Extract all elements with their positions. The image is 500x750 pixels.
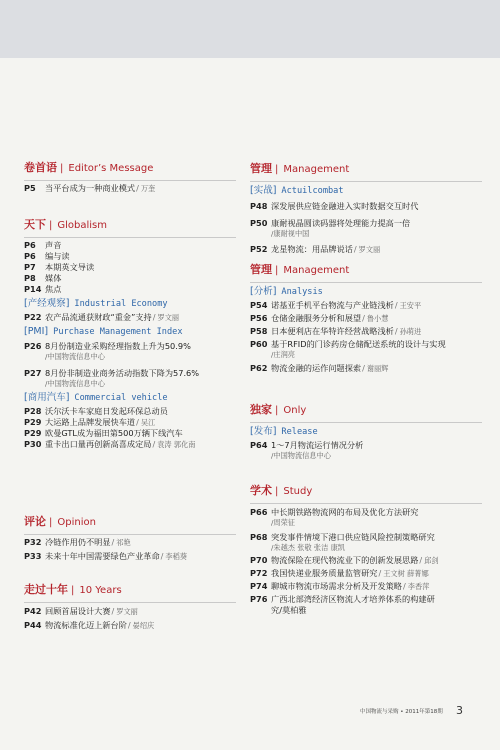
article-title: 当平台成为一种商业模式 <box>45 183 136 193</box>
subsection-title-zh: [分析] <box>250 286 277 297</box>
article-author: /中国物流信息中心 <box>271 451 331 460</box>
article-author: 罗文丽 <box>358 245 381 254</box>
article-title: 冷链作用仍不明显 <box>45 537 111 547</box>
subsection-title-en: Commercial vehicle <box>74 393 168 403</box>
section-divider <box>250 422 482 423</box>
page-number: P33 <box>24 551 42 561</box>
article-title: 突发事件情境下港口供应链风险控制策略研究 <box>271 532 435 542</box>
article-title: 广西北部湾经济区物流人才培养体系的构建研 <box>271 594 435 604</box>
toc-entry[interactable] <box>24 240 236 251</box>
article-title: 我国快递业服务质量监管研究 <box>271 568 378 578</box>
page-number-footer: 3 <box>456 704 463 717</box>
section-divider <box>24 237 236 238</box>
article-title: 农产品流通获财政“重金”支持 <box>45 312 152 322</box>
page-number: P72 <box>250 568 268 578</box>
page-number: P70 <box>250 555 268 565</box>
article-title: 重卡出口量再创新高喜成定局 <box>45 439 152 449</box>
article-author: /中国物流信息中心 <box>45 379 105 388</box>
article-author: 祁艳 <box>116 538 131 547</box>
section-heading: 管理 | Management <box>250 263 350 276</box>
article-author: 王安平 <box>399 301 422 310</box>
page-number: P76 <box>250 594 268 604</box>
page-number: P66 <box>250 507 268 517</box>
toc-entry[interactable]: P42 回顾首届设计大赛/ 罗文丽 <box>24 606 138 616</box>
toc-entry[interactable]: P29 大运路上品牌发展快车道/ 吴江 <box>24 417 156 427</box>
toc-entry[interactable]: P58 日本便利店在华特许经营战略浅析/ 孙萌进 <box>250 326 422 336</box>
page-number: P74 <box>250 581 268 591</box>
toc-entry[interactable] <box>24 262 236 273</box>
toc-entry[interactable]: P22 农产品流通获财政“重金”支持/ 罗文丽 <box>24 312 180 322</box>
section-heading: 走过十年 | 10 Years <box>24 583 122 596</box>
toc-entry[interactable]: P74 聊城市物流市场需求分析及开发策略/ 李香萍 <box>250 581 430 591</box>
page-number: P64 <box>250 440 268 450</box>
subsection-title-en: Industrial Economy <box>74 299 168 309</box>
page-number: P68 <box>250 532 268 542</box>
article-title: 龙星物流：用品牌说话 <box>271 244 353 254</box>
subsection-heading <box>250 286 482 298</box>
toc-entry[interactable]: P30 重卡出口量再创新高喜成定局/ 袁涛 郭化南 <box>24 439 196 449</box>
toc-entry[interactable]: P32 冷链作用仍不明显/ 祁艳 <box>24 537 131 547</box>
section-heading: 学术 | Study <box>250 484 313 497</box>
article-title: 物流标准化迈上新台阶 <box>45 620 127 630</box>
article-title: 仓储金融服务分析和展望 <box>271 313 362 323</box>
article-author: 莫柏雅 <box>281 605 307 615</box>
article-title: 深发展供应链金融进入实时数据交互时代 <box>271 201 419 211</box>
page-number: P32 <box>24 537 42 547</box>
article-author: 晏绍庆 <box>132 621 155 630</box>
article-title: 沃尔沃卡车家庭日发起环保总动员 <box>45 406 168 416</box>
section-opinion <box>24 516 236 562</box>
section-title-zh: 学术 <box>250 484 272 497</box>
section-title-en: Opinion <box>57 517 96 528</box>
page-number: P6 <box>24 240 36 250</box>
section-management-actual <box>250 163 482 255</box>
section-title-en: Only <box>283 405 307 416</box>
page-number: P27 <box>24 368 42 378</box>
article-author: 王文树 薛菁娜 <box>383 569 429 578</box>
toc-entry[interactable] <box>24 251 236 262</box>
toc-entry[interactable]: P72 我国快递业服务质量监管研究/ 王文树 薛菁娜 <box>250 568 429 578</box>
subsection-title-zh: [商用汽车] <box>24 392 70 403</box>
section-title-zh: 管理 <box>250 263 272 276</box>
section-only <box>250 404 482 461</box>
article-author: 邱剑 <box>424 556 439 565</box>
article-author: 李香萍 <box>407 582 430 591</box>
subsection-title-en: Analysis <box>281 287 323 297</box>
page-number: P48 <box>250 201 268 211</box>
section-heading: 天下 | Globalism <box>24 218 108 231</box>
article-author: /康耐视中国 <box>271 229 310 238</box>
subsection-title-en: Purchase Management Index <box>53 327 183 337</box>
section-heading: 评论 | Opinion <box>24 515 96 528</box>
article-title: 1～7月物流运行情况分析 <box>271 440 364 450</box>
article-author: /周荣征 <box>271 518 295 527</box>
article-title: 回顾首届设计大赛 <box>45 606 111 616</box>
article-author: 万奎 <box>140 184 156 193</box>
article-author: /庄润亮 <box>271 350 295 359</box>
section-divider <box>250 282 482 283</box>
toc-entry[interactable]: P56 仓储金融服务分析和展望/ 鲁小慧 <box>250 313 389 323</box>
page-number: P22 <box>24 312 42 322</box>
article-title: 媒体 <box>45 273 62 283</box>
section-management-analysis <box>250 264 482 374</box>
article-author: 孙萌进 <box>399 327 422 336</box>
article-title-continued: 究/莫柏雅 <box>271 605 307 615</box>
article-title: 大运路上品牌发展快车道 <box>45 417 136 427</box>
page-number: P62 <box>250 363 268 373</box>
page-number: P58 <box>250 326 268 336</box>
subsection-title-en: Actuilcombat <box>281 186 344 196</box>
left-column <box>24 0 236 750</box>
article-title: 8月份制造业采购经理指数上升为50.9% <box>45 341 191 351</box>
section-divider <box>24 602 236 603</box>
section-study <box>250 485 482 616</box>
subsection-heading <box>250 185 482 197</box>
toc-entry[interactable] <box>250 201 482 212</box>
page-number: P6 <box>24 251 36 261</box>
toc-entry[interactable] <box>24 273 236 284</box>
page-number: P26 <box>24 341 42 351</box>
article-title: 诺基亚手机平台物流与产业链浅析 <box>271 300 394 310</box>
section-divider <box>250 181 482 182</box>
article-title: 欧曼GTL成为福田第500万辆下线汽车 <box>45 428 183 438</box>
section-editor <box>24 162 236 194</box>
section-title-zh: 评论 <box>24 515 46 528</box>
section-heading: 独家 | Only <box>250 403 307 416</box>
article-author: /朱越杰 张敬 张洁 康凯 <box>271 543 345 552</box>
subsection-title-en: Release <box>281 427 318 437</box>
toc-entry[interactable] <box>250 507 482 518</box>
section-title-en: Globalism <box>57 220 108 231</box>
section-title-zh: 天下 <box>24 218 46 231</box>
toc-entry[interactable]: P54 诺基亚手机平台物流与产业链浅析/ 王安平 <box>250 300 422 310</box>
section-divider <box>250 503 482 504</box>
page-number: P8 <box>24 273 36 283</box>
section-title-en: Management <box>283 164 350 175</box>
article-title: 焦点 <box>45 284 62 294</box>
section-title-zh: 独家 <box>250 403 272 416</box>
toc-entry[interactable] <box>24 368 236 379</box>
article-title: 中长期铁路物流网的布局及优化方法研究 <box>271 507 419 517</box>
subsection-title-zh: [发布] <box>250 426 277 437</box>
publication-footer: 中国物流与采购 • 2011年第18期 <box>360 709 443 715</box>
toc-entry[interactable]: P33 未来十年中国需要绿色产业革命/ 李稻葵 <box>24 551 187 561</box>
page-number: P5 <box>24 183 36 193</box>
toc-entry[interactable] <box>250 532 482 543</box>
article-title: 物流金融的运作问题探索 <box>271 363 362 373</box>
article-author: 罗文丽 <box>157 313 180 322</box>
article-title: 基于RFID的门诊药房仓储配送系统的设计与实现 <box>271 339 446 349</box>
article-author: 李稻葵 <box>165 552 187 561</box>
section-title-en: Study <box>283 486 313 497</box>
section-heading: 管理 | Management <box>250 162 350 175</box>
article-title: 聊城市物流市场需求分析及开发策略 <box>271 581 403 591</box>
article-title: 编与读 <box>45 251 70 261</box>
section-title-en: Management <box>283 265 350 276</box>
toc-entry[interactable]: P44 物流标准化迈上新台阶/ 晏绍庆 <box>24 620 155 630</box>
page-number: P44 <box>24 620 42 630</box>
section-heading: 卷首语 | Editor’s Message <box>24 161 154 174</box>
toc-entry[interactable] <box>24 284 236 295</box>
subsection-heading <box>24 392 236 404</box>
article-title: 8月份非制造业商务活动指数下降为57.6% <box>45 368 200 378</box>
article-author: 鲁小慧 <box>366 314 389 323</box>
subsection-title-zh: [PMI] <box>24 326 49 337</box>
section-divider <box>24 180 236 181</box>
toc-entry[interactable]: P70 物流保险在现代物流业下的创新发展思路/ 邱剑 <box>250 555 439 565</box>
page-number: P29 <box>24 428 42 438</box>
page-number: P14 <box>24 284 42 294</box>
article-author: 罗文丽 <box>116 607 138 616</box>
section-title-zh: 走过十年 <box>24 583 68 596</box>
page-number: P52 <box>250 244 268 254</box>
section-title-en: 10 Years <box>79 585 122 596</box>
toc-entry[interactable]: P52 龙星物流：用品牌说话/ 罗文丽 <box>250 244 381 254</box>
page-number: P42 <box>24 606 42 616</box>
article-author: 吴江 <box>140 418 156 427</box>
page-number: P54 <box>250 300 268 310</box>
article-title: 物流保险在现代物流业下的创新发展思路 <box>271 555 419 565</box>
subsection-heading <box>250 426 482 438</box>
article-title: 康耐视晶圆读码器将处理能力提高一倍 <box>271 218 411 228</box>
page-number: P56 <box>250 313 268 323</box>
article-title: 日本便利店在华特许经营战略浅析 <box>271 326 394 336</box>
subsection-title-zh: [实战] <box>250 185 277 196</box>
section-globalism <box>24 219 236 450</box>
toc-entry[interactable] <box>250 218 482 229</box>
toc-entry[interactable] <box>24 428 236 439</box>
page-number: P50 <box>250 218 268 228</box>
toc-entry[interactable] <box>24 341 236 352</box>
section-divider <box>24 534 236 535</box>
toc-entry[interactable] <box>250 594 482 605</box>
toc-entry[interactable] <box>24 406 236 417</box>
page-number: P30 <box>24 439 42 449</box>
article-title: 声音 <box>45 240 62 250</box>
subsection-heading <box>24 298 236 310</box>
section-title-zh: 管理 <box>250 162 272 175</box>
toc-entry[interactable]: P5 当平台成为一种商业模式/ 万奎 <box>24 183 156 193</box>
page-number: P29 <box>24 417 42 427</box>
article-title: 未来十年中国需要绿色产业革命 <box>45 551 160 561</box>
right-column <box>250 0 482 750</box>
toc-entry[interactable] <box>250 440 482 451</box>
subsection-title-zh: [产经观察] <box>24 298 70 309</box>
section-ten-years <box>24 584 236 631</box>
article-title: 本期英文导读 <box>45 262 95 272</box>
page-number: P60 <box>250 339 268 349</box>
article-author: 谢丽辉 <box>366 364 389 373</box>
page-number: P28 <box>24 406 42 416</box>
section-title-zh: 卷首语 <box>24 161 57 174</box>
subsection-heading <box>24 326 236 338</box>
section-title-en: Editor’s Message <box>68 163 154 174</box>
page-number: P7 <box>24 262 36 272</box>
article-author: /中国物流信息中心 <box>45 352 105 361</box>
toc-entry[interactable] <box>250 339 482 350</box>
toc-entry[interactable]: P62 物流金融的运作问题探索/ 谢丽辉 <box>250 363 389 373</box>
article-author: 袁涛 郭化南 <box>157 440 196 449</box>
